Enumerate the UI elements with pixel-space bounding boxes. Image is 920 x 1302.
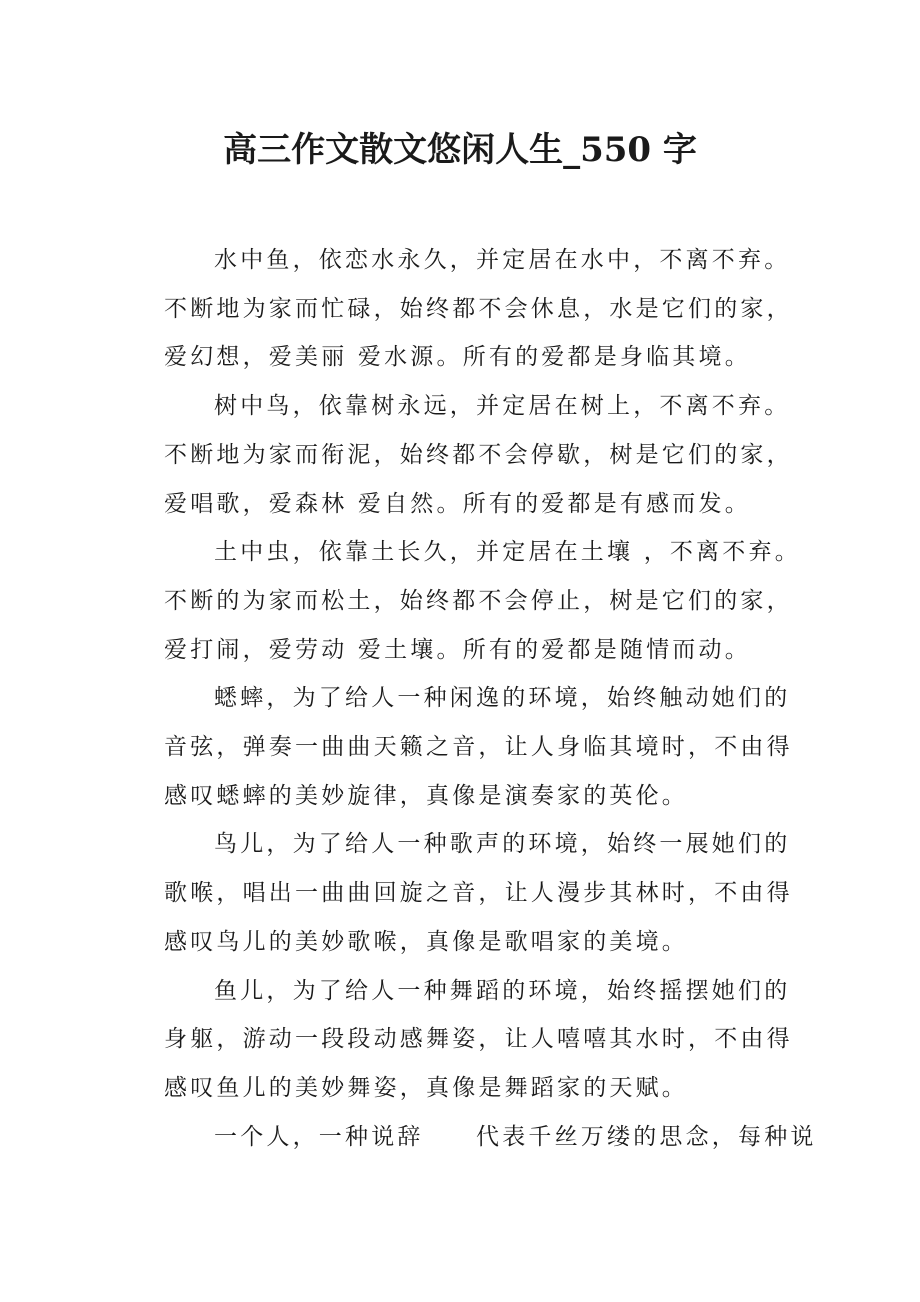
text-line: 爱唱歌，爱森林 爱自然。所有的爱都是有感而发。 [164,490,751,517]
document-title: 高三作文散文悠闲人生_550 字 [223,130,697,170]
text-line: 不断的为家而松土，始终都不会停止，树是它们的家， [164,587,793,614]
document-body [164,236,817,1161]
paragraph-birdsong [164,820,793,966]
paragraph-person [164,1113,817,1162]
text-line: 蟋蟀，为了给人一种闲逸的环境，始终触动她们的 [214,685,791,712]
paragraph-bird-tree [164,382,793,528]
text-line: 土中虫，依靠土长久，并定居在土壤 ，不离不弃。 [214,539,801,566]
text-line: 音弦，弹奏一曲曲天籁之音，让人身临其境时，不由得 [164,734,793,761]
text-line: 身躯，游动一段段动感舞姿，让人嘻嘻其水时，不由得 [164,1026,793,1053]
text-line: 歌喉，唱出一曲曲回旋之音，让人漫步其林时，不由得 [164,880,793,907]
text-line: 爱幻想，爱美丽 爱水源。所有的爱都是身临其境。 [164,344,751,371]
text-line: 感叹鱼儿的美妙舞姿，真像是舞蹈家的天赋。 [164,1074,688,1101]
text-line: 水中鱼，依恋水永久，并定居在水中，不离不弃。 [214,247,791,273]
text-line: 感叹鸟儿的美妙歌喉，真像是歌唱家的美境。 [164,928,688,955]
text-line: 树中鸟，依靠树永远，并定居在树上，不离不弃。 [214,393,791,420]
paragraph-insect-soil [164,528,801,674]
paragraph-cricket [164,674,793,820]
text-line: 爱打闹，爱劳动 爱土壤。所有的爱都是随情而动。 [164,636,751,663]
text-line: 感叹蟋蟀的美妙旋律，真像是演奏家的英伦。 [164,782,688,809]
paragraph-fish-dance [164,967,793,1113]
text-line: 鱼儿，为了给人一种舞蹈的环境，始终摇摆她们的 [214,977,791,1004]
text-line: 不断地为家而衔泥，始终都不会停歇，树是它们的家， [164,441,793,468]
text-line: 一个人，一种说辞 代表千丝万缕的思念，每种说 [214,1123,817,1150]
text-line: 鸟儿，为了给人一种歌声的环境，始终一展她们的 [214,831,791,858]
text-line: 不断地为家而忙碌，始终都不会休息，水是它们的家， [164,295,793,322]
paragraph-fish [164,236,793,382]
